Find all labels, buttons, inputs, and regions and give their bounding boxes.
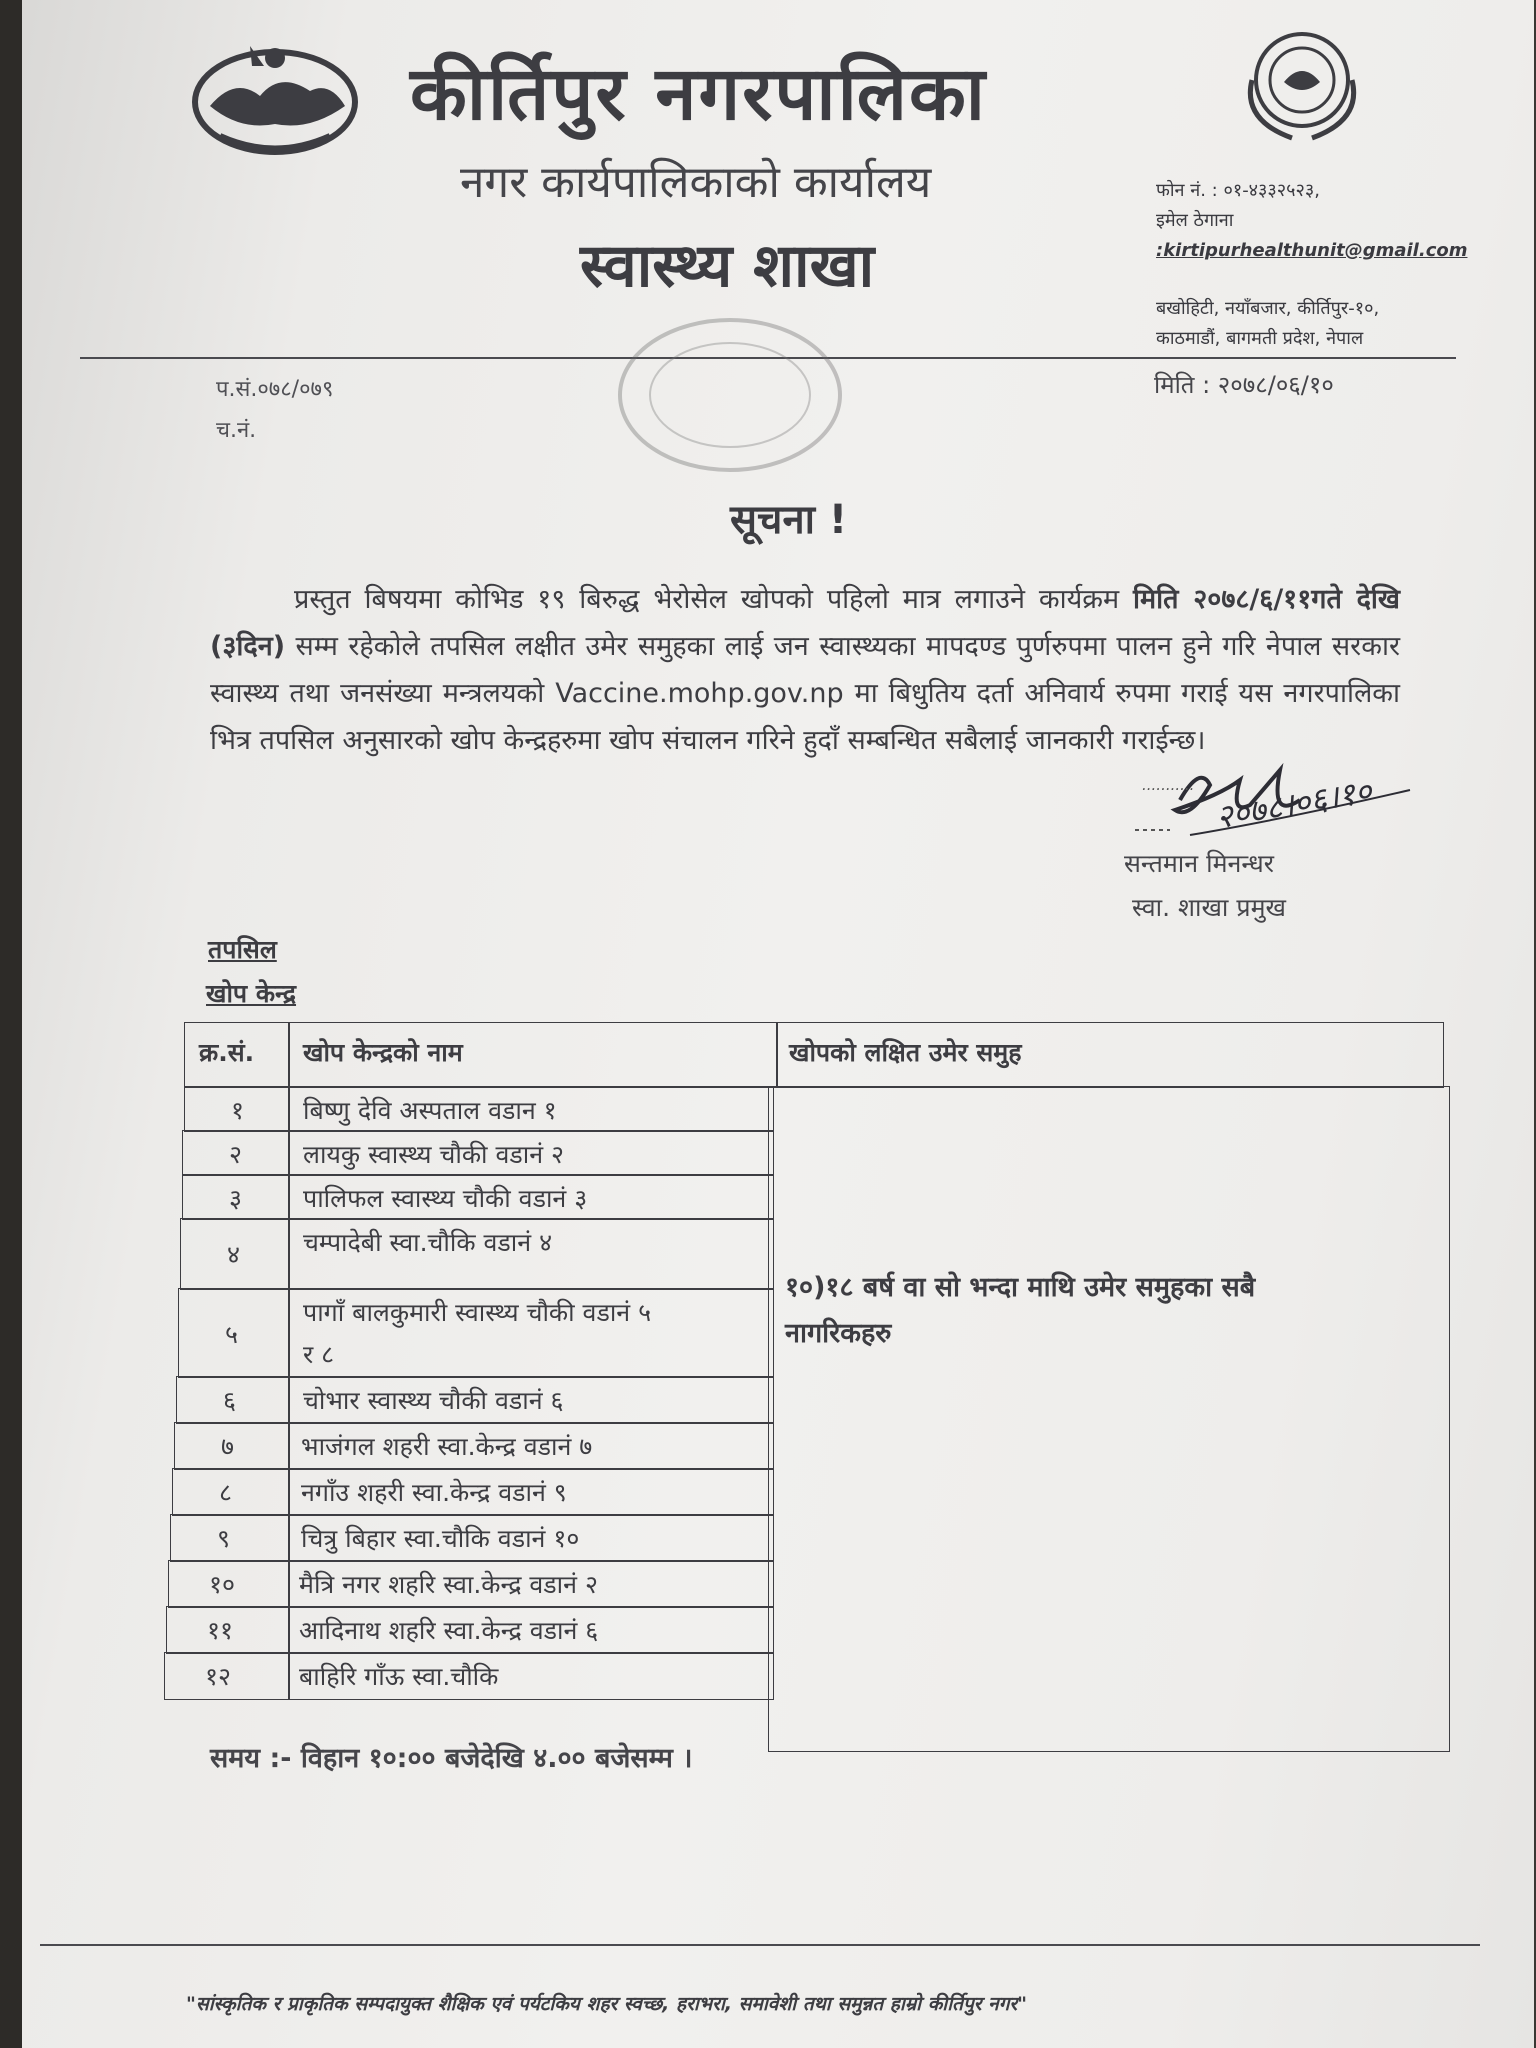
signature-date: २०७८।०६।१० [1212,771,1375,837]
header-name-cell [288,1022,778,1088]
table-row-6-sn [176,1376,290,1424]
target-group-text [785,1265,1255,1357]
row-name: नगाँउ शहरी स्वा.केन्द्र वडानं ९ [301,1478,567,1507]
municipality-name: कीर्तिपुर नगरपालिका [410,51,987,137]
letter-date: मिति : २०७८/०६/१० [1154,371,1334,399]
table-row-1-sn [184,1086,290,1132]
header-target-cell [776,1022,1444,1088]
signature-dots: ........... [1142,776,1195,794]
signatory-name: सन्तमान मिनन्धर [1124,849,1274,878]
table-row-10-name [288,1560,774,1608]
branch-name: स्वास्थ्य शाखा [580,231,875,301]
header-target: खोपको लक्षित उमेर समुह [789,1038,1022,1067]
header-sn: क्र.सं. [199,1038,255,1067]
row-sn: ७ [221,1432,235,1461]
row-name-cont: र ८ [303,1340,335,1369]
table-row-12-sn [164,1652,290,1700]
row-sn: १२ [205,1662,232,1691]
footer-divider [40,1944,1480,1946]
nepal-emblem-icon [190,36,360,156]
row-sn: ४ [227,1240,241,1269]
table-row-4-sn [180,1218,290,1290]
row-sn: ६ [223,1386,237,1415]
table-row-9-name [288,1514,774,1562]
signatory-post: स्वा. शाखा प्रमुख [1132,893,1286,922]
row-name: मैत्रि नगर शहरि स्वा.केन्द्र वडानं २ [299,1570,598,1599]
table-row-10-sn [168,1560,290,1608]
address-line-1: बखोहिटी, नयाँबजार, कीर्तिपुर-१०, [1156,298,1380,319]
row-name: पालिफल स्वास्थ्य चौकी वडानं ३ [303,1184,588,1213]
table-row-6-name [288,1376,774,1424]
table-row-3-sn [182,1174,290,1220]
address-line-2: काठमाडौं, बागमती प्रदेश, नेपाल [1156,328,1364,349]
table-row-7-sn [174,1422,290,1470]
table-row-5-sn [178,1288,290,1378]
table-row-3-name [288,1174,774,1220]
contact-block [1156,176,1467,266]
email-label: इमेल ठेगाना [1156,210,1234,231]
row-name: भाजंगल शहरी स्वा.केन्द्र वडानं ७ [301,1432,593,1461]
notice-text-2: सम्म रहेकोले तपसिल लक्षीत उमेर समुहका लाई जन स्वास्थ्यका मापदण्ड पुर्णरुपमा पालन हुने गरि नेपाल सरकार स्वास्थ्य तथा जनसंख्या मन्त्रलयको Vaccine.mohp.gov.np मा बिधुतिय दर्ता अनिवार्य रुपमा गराई यस नगरपालिका भित्र तपसिल अनुसारको खोप केन्द्रहरुमा खोप संचालन गरिने हुदाँ सम्बन्धित सबैलाई जानकारी गराईन्छ। [210,631,1400,756]
target-group-cell [768,1086,1450,1752]
table-row-5-name [288,1288,774,1378]
target-line-2: नागरिकहरु [785,1318,892,1349]
row-sn: ३ [229,1184,243,1213]
centers-heading: खोप केन्द्र [206,979,297,1008]
table-row-11-sn [166,1606,290,1654]
table-row-2-name [288,1130,774,1176]
row-sn: २ [229,1140,243,1169]
table-row-1-name [288,1086,774,1132]
row-sn: ११ [207,1616,234,1645]
row-name: चम्पादेबी स्वा.चौकि वडानं ४ [303,1228,553,1257]
tapsil-heading: तपसिल [208,935,277,964]
row-name: आदिनाथ शहरि स्वा.केन्द्र वडानं ६ [299,1616,599,1645]
notice-body [210,576,1400,764]
row-sn: १० [209,1570,236,1599]
row-sn: ८ [219,1478,233,1507]
address-block [1156,294,1379,354]
table-row-2-sn [182,1130,290,1176]
footer-motto: "सांस्कृतिक र प्राकृतिक सम्पदायुक्त शैक्षिक एवं पर्यटकिय शहर स्वच्छ, हराभरा, समावेशी तथा समुन्नत हाम्रो कीर्तिपुर नगर" [186,1993,1028,2015]
table-row-8-name [288,1468,774,1516]
table-row-8-sn [172,1468,290,1516]
email-link[interactable]: :kirtipurhealthunit@gmail.com [1156,240,1468,261]
table-row-12-name [288,1652,774,1700]
office-stamp-icon [610,310,850,480]
letterhead [0,0,1536,360]
row-name: बाहिरि गाँऊ स्वा.चौकि [299,1662,499,1691]
notice-text-1: प्रस्तुत बिषयमा कोभिड १९ बिरुद्ध भेरोसेल खोपको पहिलो मात्र लगाउने कार्यक्रम [294,584,1134,615]
notice-heading: सूचना ! [730,497,848,543]
header-name: खोप केन्द्रको नाम [303,1038,463,1067]
row-name: चित्रु बिहार स्वा.चौकि वडानं १० [301,1524,580,1553]
row-name: बिष्णु देवि अस्पताल वडान १ [303,1096,557,1125]
row-name: चोभार स्वास्थ्य चौकी वडानं ६ [303,1386,564,1415]
target-line-1: १०)१८ बर्ष वा सो भन्दा माथि उमेर समुहका सबै [785,1272,1256,1303]
table-row-4-name [288,1218,774,1290]
row-name: लायकु स्वास्थ्य चौकी वडानं २ [303,1140,565,1169]
table-row-7-name [288,1422,774,1470]
reference-number: प.सं.०७८/०७९ [216,377,334,402]
row-sn: ५ [225,1320,239,1349]
table-row-9-sn [170,1514,290,1562]
office-name: नगर कार्यपालिकाको कार्यालय [460,157,932,208]
municipality-seal-icon [1222,20,1382,150]
dispatch-number: च.नं. [216,418,257,443]
phone-text: फोन नं. : ०१-४३३२५२३, [1156,180,1320,201]
table-row-11-name [288,1606,774,1654]
notice-date-range: मिति २०७८/६/११गते देखि (३दिन) [210,584,1400,662]
row-sn: ९ [217,1524,231,1553]
header-sn-cell [184,1022,290,1088]
row-sn: १ [231,1096,245,1125]
row-name: पागाँ बालकुमारी स्वास्थ्य चौकी वडानं ५ [303,1298,652,1327]
timing-text: समय :- विहान १०:०० बजेदेखि ४.०० बजेसम्म । [210,1743,693,1774]
